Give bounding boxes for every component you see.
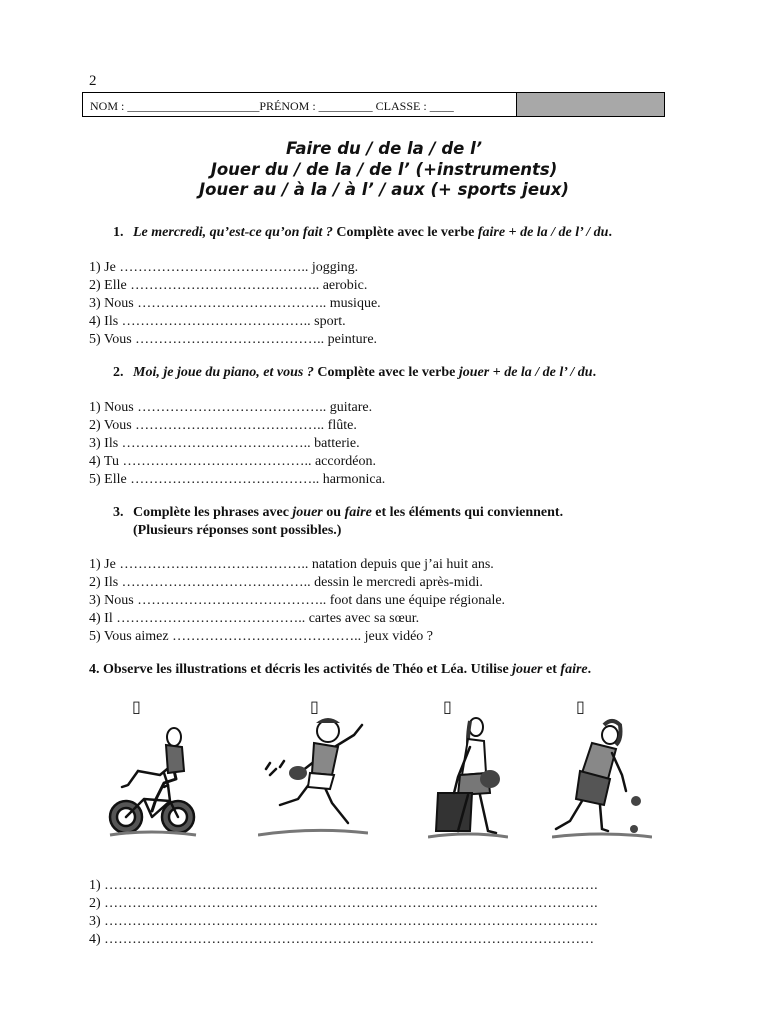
exercise-3-item[interactable]: 3) Nous ………………………………….. foot dans une équipe régionale. (89, 593, 506, 608)
exercise-1-question: Le mercredi, qu’est-ce qu’on fait ? (133, 225, 333, 240)
exercise-1-item[interactable]: 4) Ils ………………………………….. sport. (89, 314, 346, 329)
exercise-3-faire: faire (344, 505, 372, 520)
answer-line[interactable]: 4) …………………………………………………………………………………………… (89, 932, 595, 947)
exercise-2-number: 2. (113, 365, 124, 380)
exercise-2-end: . (592, 365, 597, 380)
exercise-4-answers (89, 877, 598, 949)
exercise-2-question: Moi, je joue du piano, et vous ? (133, 365, 314, 380)
exercise-3-item[interactable]: 1) Je ………………………………….. natation depuis que j’ai huit ans. (89, 557, 494, 572)
title-line-2: Jouer du / de la / de l’ (+instruments) (210, 159, 558, 179)
page-number: 2 (89, 73, 97, 89)
exercise-4-faire: faire (560, 662, 588, 677)
answer-line[interactable]: 3) ……………………………………………………………………………………………. (89, 914, 598, 929)
missing-glyph-icon: ▯ (576, 697, 585, 716)
exercise-2-text: Complète avec le verbe (313, 365, 459, 380)
exercise-3-instruction (113, 504, 563, 540)
exercise-3-item[interactable]: 4) Il ………………………………….. cartes avec sa sœur. (89, 611, 420, 626)
exercise-1-forms: de la / de l’ / du (520, 225, 609, 240)
boy-cycling-illustration (100, 713, 200, 843)
exercise-3-text-b: et les éléments qui conviennent. (371, 505, 564, 520)
exercise-2-verb: jouer (458, 365, 490, 380)
exercise-2-item[interactable]: 5) Elle ………………………………….. harmonica. (89, 472, 386, 487)
missing-glyph-icon: ▯ (443, 697, 452, 716)
exercise-3-ou: ou (322, 505, 345, 520)
exercise-2-items (89, 399, 385, 489)
exercise-2-item[interactable]: 3) Ils ………………………………….. batterie. (89, 436, 360, 451)
grade-box (517, 93, 664, 116)
exercise-3-note: (Plusieurs réponses sont possibles.) (133, 523, 342, 538)
exercise-1-verb: faire (477, 225, 506, 240)
exercise-3-text-a: Complète les phrases avec (133, 505, 293, 520)
exercise-1-item[interactable]: 5) Vous ………………………………….. peinture. (89, 332, 378, 347)
exercise-1-number: 1. (113, 225, 124, 240)
exercise-3-number: 3. (113, 505, 124, 520)
exercise-2-plus: + (489, 365, 505, 380)
exercise-1-text: Complète avec le verbe (332, 225, 478, 240)
exercise-4-jouer: jouer (512, 662, 543, 677)
exercise-2-item[interactable]: 1) Nous ………………………………….. guitare. (89, 400, 373, 415)
student-info-fields[interactable]: NOM : ______________________PRÉNOM : _________ CLASSE : ____ (83, 93, 517, 116)
exercise-3-jouer: jouer (292, 505, 323, 520)
exercise-2-item[interactable]: 2) Vous ………………………………….. flûte. (89, 418, 357, 433)
exercise-4-text: 4. Observe les illustrations et décris les activités de Théo et Léa. Utilise (89, 662, 513, 677)
exercise-2-forms: de la / de l’ / du (504, 365, 593, 380)
exercise-4-et: et (542, 662, 561, 677)
exercise-3-items (89, 556, 505, 646)
exercise-1-instruction (113, 224, 612, 242)
exercise-1-plus: + (505, 225, 521, 240)
woman-bowling-illustration (552, 713, 652, 843)
missing-glyph-icon: ▯ (132, 697, 141, 716)
exercise-4-end: . (587, 662, 592, 677)
exercise-1-item[interactable]: 1) Je ………………………………….. jogging. (89, 260, 359, 275)
exercise-2-instruction (113, 364, 596, 382)
exercise-3-item[interactable]: 5) Vous aimez ………………………………….. jeux vidéo ? (89, 629, 434, 644)
exercise-1-items (89, 259, 381, 349)
exercise-4-instruction (89, 661, 591, 679)
exercise-1-item[interactable]: 3) Nous ………………………………….. musique. (89, 296, 381, 311)
exercise-1-end: . (608, 225, 612, 240)
answer-line[interactable]: 2) ……………………………………………………………………………………………. (89, 896, 598, 911)
worksheet-title (0, 139, 768, 201)
exercise-1-item[interactable]: 2) Elle ………………………………….. aerobic. (89, 278, 368, 293)
girl-walking-illustration (428, 713, 508, 843)
missing-glyph-icon: ▯ (310, 697, 319, 716)
title-line-1: Faire du / de la / de l’ (285, 139, 483, 158)
exercise-2-item[interactable]: 4) Tu ………………………………….. accordéon. (89, 454, 376, 469)
student-info-box (82, 92, 665, 117)
title-line-3: Jouer au / à la / à l’ / aux (+ sports jeux) (199, 180, 569, 199)
answer-line[interactable]: 1) ……………………………………………………………………………………………. (89, 878, 598, 893)
exercise-3-item[interactable]: 2) Ils ………………………………….. dessin le mercredi après-midi. (89, 575, 483, 590)
boy-running-illustration (258, 713, 368, 843)
